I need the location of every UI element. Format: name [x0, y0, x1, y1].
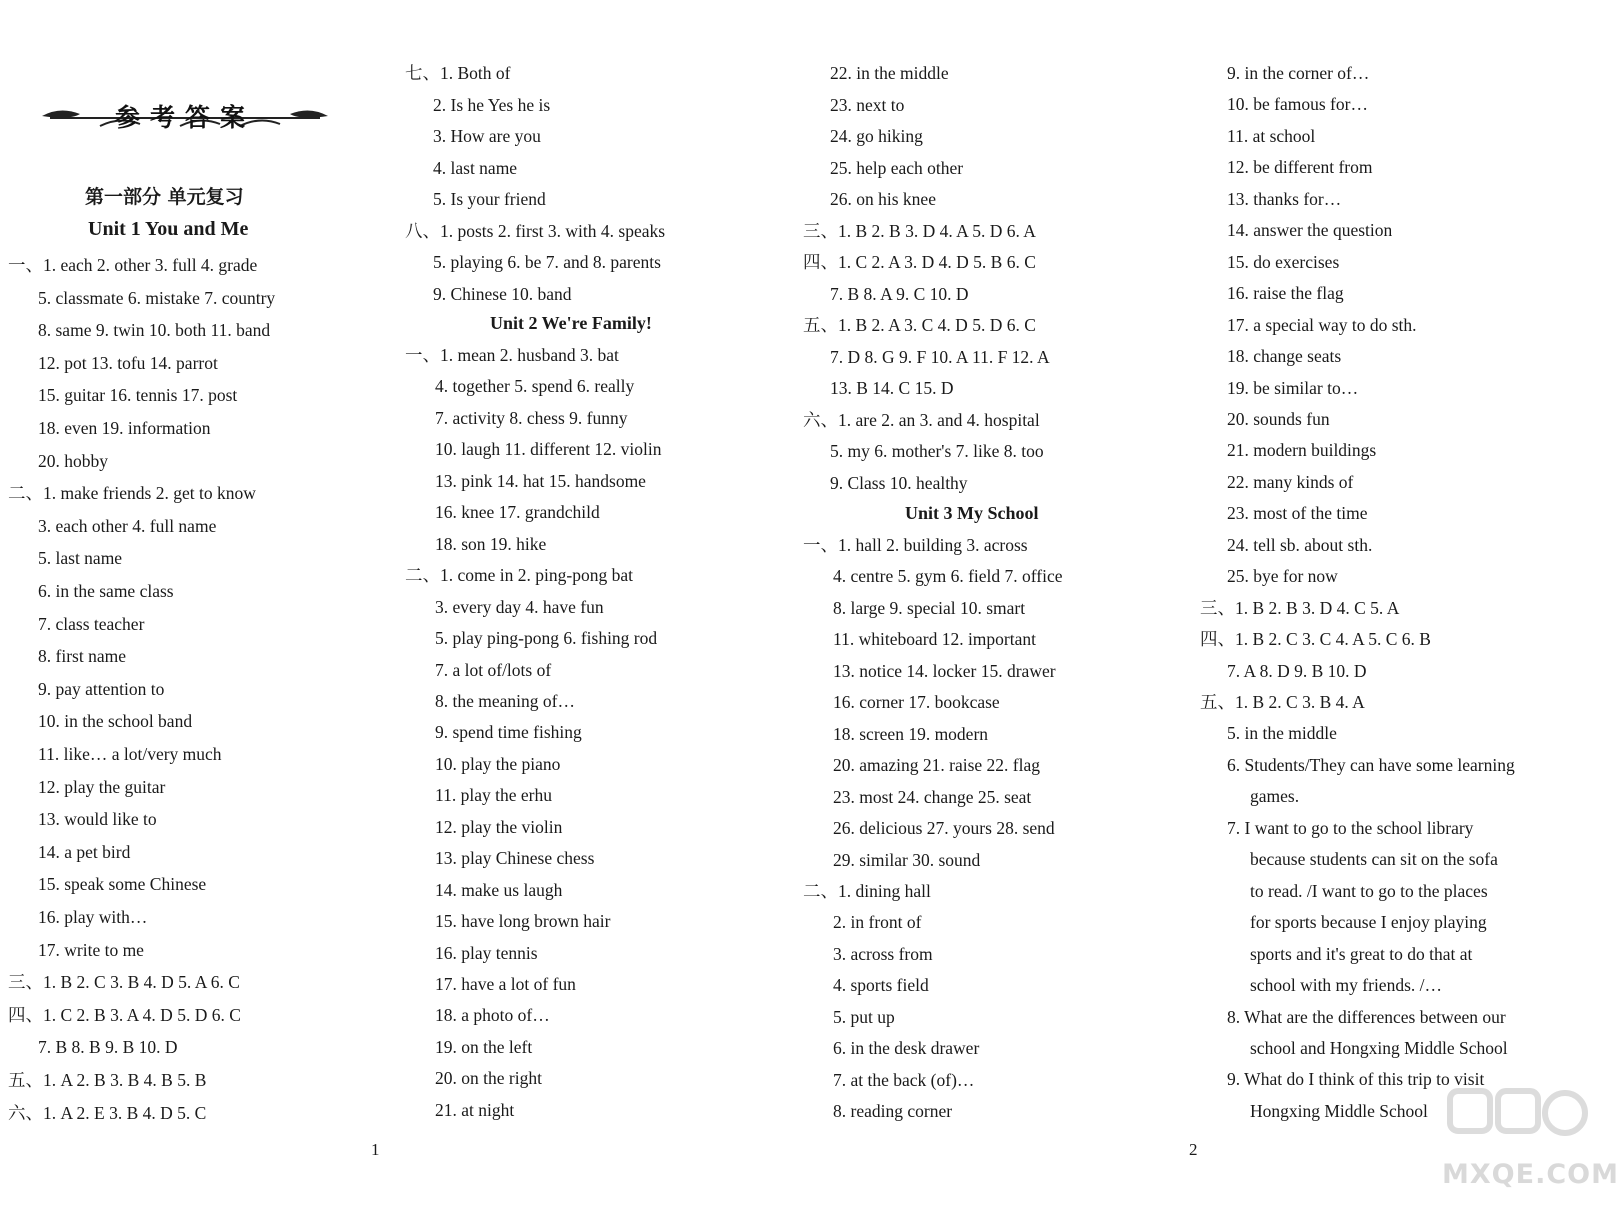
- answer-line: 13. notice 14. locker 15. drawer: [833, 660, 1056, 681]
- answer-line: 3. across from: [833, 943, 933, 964]
- answer-line: 六、1. are 2. an 3. and 4. hospital: [803, 409, 1040, 430]
- answer-line: 8. large 9. special 10. smart: [833, 597, 1026, 618]
- answer-line: 11. at school: [1227, 125, 1316, 146]
- answer-line: 17. have a lot of fun: [435, 974, 576, 994]
- answer-line: 9. in the corner of…: [1227, 63, 1370, 83]
- answer-line: 7. I want to go to the school library: [1227, 817, 1474, 838]
- answer-line: 3. How are you: [433, 126, 541, 146]
- answer-line: 7. class teacher: [38, 613, 145, 634]
- answer-line: 7. a lot of/lots of: [435, 659, 552, 680]
- answer-line: 11. whiteboard 12. important: [833, 629, 1036, 650]
- answer-line: 2. Is he Yes he is: [433, 94, 551, 115]
- part-title: 第一部分 单元复习: [85, 186, 244, 208]
- answer-line: 五、1. B 2. A 3. C 4. D 5. D 6. C: [803, 315, 1036, 335]
- answer-line: 七、1. Both of: [405, 63, 511, 83]
- answer-line: 5. playing 6. be 7. and 8. parents: [433, 252, 661, 272]
- answer-line: 26. on his knee: [830, 189, 936, 209]
- answer-line: 15. speak some Chinese: [38, 874, 207, 895]
- answer-line: 8. first name: [38, 646, 126, 667]
- answer-line: 6. in the same class: [38, 581, 174, 601]
- answer-line: 5. put up: [833, 1006, 895, 1027]
- answer-line: 25. help each other: [830, 157, 964, 178]
- answer-line: 三、1. B 2. B 3. D 4. A 5. D 6. A: [803, 220, 1036, 241]
- answer-line: 5. classmate 6. mistake 7. country: [38, 287, 276, 308]
- answer-line: 6. Students/They can have some learning: [1227, 754, 1515, 775]
- answer-line: school with my friends. /…: [1250, 975, 1442, 996]
- answer-line: 5. last name: [38, 548, 123, 569]
- answer-line: 20. hobby: [38, 450, 108, 471]
- answer-line: 16. play with…: [38, 907, 148, 927]
- answer-line: 5. my 6. mother's 7. like 8. too: [830, 441, 1044, 461]
- answer-line: 9. Chinese 10. band: [433, 283, 572, 304]
- answer-line: 24. go hiking: [830, 126, 923, 146]
- answer-line: 17. write to me: [38, 939, 144, 960]
- answer-line: 23. most of the time: [1227, 503, 1368, 524]
- answer-line: 18. screen 19. modern: [833, 723, 989, 744]
- unit1-heading: Unit 1 You and Me: [88, 218, 249, 240]
- unit2-heading: Unit 2 We're Family!: [490, 313, 652, 333]
- answer-line: 9. Class 10. healthy: [830, 472, 968, 493]
- answer-line: 8. the meaning of…: [435, 690, 575, 711]
- answer-line: 13. thanks for…: [1227, 188, 1342, 209]
- answer-line: 8. What are the differences between our: [1227, 1006, 1506, 1027]
- answer-line: 五、1. A 2. B 3. B 4. B 5. B: [8, 1070, 207, 1090]
- answer-line: school and Hongxing Middle School: [1250, 1037, 1508, 1058]
- answer-line: 23. next to: [830, 94, 905, 115]
- answer-line: 5. in the middle: [1227, 723, 1337, 744]
- answer-line: games.: [1250, 786, 1300, 807]
- answer-line: 18. even 19. information: [38, 418, 211, 438]
- answer-line: 二、1. make friends 2. get to know: [8, 483, 256, 504]
- answer-line: 22. in the middle: [830, 63, 949, 83]
- page-number-2: 2: [1189, 1140, 1198, 1159]
- answer-line: 2. in front of: [833, 912, 922, 933]
- answer-line: 18. change seats: [1227, 346, 1342, 367]
- answer-line: because students can sit on the sofa: [1250, 849, 1498, 870]
- answer-line: 26. delicious 27. yours 28. send: [833, 818, 1055, 839]
- answer-line: 一、1. mean 2. husband 3. bat: [405, 345, 619, 365]
- answer-line: 16. corner 17. bookcase: [833, 692, 1000, 713]
- answer-line: 21. modern buildings: [1227, 440, 1377, 461]
- answer-key-title: [40, 96, 330, 136]
- answer-line: 四、1. C 2. B 3. A 4. D 5. D 6. C: [8, 1004, 241, 1025]
- answer-line: 20. amazing 21. raise 22. flag: [833, 755, 1041, 776]
- unit3-heading: Unit 3 My School: [905, 503, 1039, 523]
- answer-line: 7. D 8. G 9. F 10. A 11. F 12. A: [830, 346, 1050, 367]
- answer-line: for sports because I enjoy playing: [1250, 912, 1487, 933]
- answer-line: 一、1. each 2. other 3. full 4. grade: [8, 255, 258, 275]
- answer-line: 六、1. A 2. E 3. B 4. D 5. C: [8, 1102, 207, 1123]
- title-text: 参考答案: [114, 103, 255, 132]
- answer-line: 14. a pet bird: [38, 841, 131, 862]
- watermark-text: MXQE.COM: [1442, 1159, 1619, 1190]
- answer-line: 18. a photo of…: [435, 1005, 550, 1026]
- answer-line: 13. B 14. C 15. D: [830, 378, 954, 398]
- answer-line: Hongxing Middle School: [1250, 1100, 1428, 1121]
- answer-line: 4. together 5. spend 6. really: [435, 376, 635, 397]
- answer-line: 13. play Chinese chess: [435, 848, 595, 869]
- answer-line: 24. tell sb. about sth.: [1227, 534, 1373, 555]
- answer-line: 29. similar 30. sound: [833, 849, 981, 870]
- answer-line: 二、1. come in 2. ping-pong bat: [405, 565, 633, 586]
- answer-line: 8. reading corner: [833, 1101, 953, 1122]
- answer-line: 一、1. hall 2. building 3. across: [803, 535, 1028, 555]
- answer-line: 11. play the erhu: [435, 785, 552, 806]
- answer-line: 三、1. B 2. C 3. B 4. D 5. A 6. C: [8, 972, 240, 993]
- answer-line: 12. be different from: [1227, 157, 1373, 178]
- answer-line: 4. centre 5. gym 6. field 7. office: [833, 566, 1063, 587]
- answer-line: 10. play the piano: [435, 753, 561, 774]
- answer-line: 12. play the violin: [435, 816, 563, 837]
- answer-line: 15. do exercises: [1227, 251, 1340, 272]
- answer-line: 三、1. B 2. B 3. D 4. C 5. A: [1200, 597, 1400, 618]
- answer-line: 7. activity 8. chess 9. funny: [435, 407, 628, 428]
- answer-line: 16. raise the flag: [1227, 283, 1344, 304]
- answer-line: 16. play tennis: [435, 942, 538, 963]
- answer-line: 3. every day 4. have fun: [435, 596, 604, 617]
- answer-line: 10. laugh 11. different 12. violin: [435, 439, 662, 460]
- answer-line: 14. answer the question: [1227, 220, 1393, 241]
- answer-line: 5. play ping-pong 6. fishing rod: [435, 628, 658, 649]
- answer-line: 25. bye for now: [1227, 566, 1338, 587]
- answer-line: 二、1. dining hall: [803, 880, 931, 901]
- answer-line: sports and it's great to do that at: [1250, 943, 1473, 964]
- answer-line: 八、1. posts 2. first 3. with 4. speaks: [405, 220, 666, 241]
- answer-line: 20. on the right: [435, 1068, 542, 1089]
- answer-line: 19. on the left: [435, 1036, 533, 1057]
- answer-line: 5. Is your friend: [433, 189, 546, 209]
- answer-line: 19. be similar to…: [1227, 377, 1359, 398]
- answer-line: 7. B 8. A 9. C 10. D: [830, 283, 969, 304]
- answer-line: 15. guitar 16. tennis 17. post: [38, 385, 238, 406]
- answer-line: to read. /I want to go to the places: [1250, 880, 1488, 901]
- answer-line: 21. at night: [435, 1099, 515, 1120]
- answer-line: 20. sounds fun: [1227, 408, 1330, 429]
- answer-line: 10. in the school band: [38, 711, 193, 732]
- answer-line: 3. each other 4. full name: [38, 515, 217, 536]
- answer-line: 7. A 8. D 9. B 10. D: [1227, 660, 1367, 681]
- answer-line: 9. pay attention to: [38, 678, 165, 699]
- answer-line: 23. most 24. change 25. seat: [833, 786, 1032, 807]
- answer-line: 16. knee 17. grandchild: [435, 502, 600, 523]
- answer-line: 12. pot 13. tofu 14. parrot: [38, 352, 218, 373]
- watermark-icon: [1440, 1085, 1590, 1165]
- answer-line: 6. in the desk drawer: [833, 1038, 980, 1059]
- answer-line: 8. same 9. twin 10. both 11. band: [38, 320, 271, 341]
- answer-line: 四、1. B 2. C 3. C 4. A 5. C 6. B: [1200, 629, 1431, 650]
- answer-line: 4. last name: [433, 157, 518, 178]
- answer-line: 4. sports field: [833, 975, 929, 996]
- answer-line: 9. spend time fishing: [435, 722, 582, 743]
- watermark-logo: [1440, 1085, 1619, 1195]
- answer-line: 17. a special way to do sth.: [1227, 314, 1417, 335]
- answer-line: 10. be famous for…: [1227, 94, 1368, 115]
- answer-line: 15. have long brown hair: [435, 911, 611, 932]
- answer-line: 13. would like to: [38, 809, 157, 830]
- answer-line: 13. pink 14. hat 15. handsome: [435, 470, 646, 491]
- answer-line: 7. at the back (of)…: [833, 1069, 975, 1090]
- answer-line: 11. like… a lot/very much: [38, 744, 222, 764]
- answer-line: 14. make us laugh: [435, 879, 563, 900]
- answer-line: 9. What do I think of this trip to visit: [1227, 1069, 1485, 1090]
- answer-line: 四、1. C 2. A 3. D 4. D 5. B 6. C: [803, 252, 1036, 272]
- answer-line: 12. play the guitar: [38, 776, 166, 797]
- answer-line: 7. B 8. B 9. B 10. D: [38, 1037, 178, 1058]
- page-number-1: 1: [371, 1140, 380, 1159]
- answer-line: 22. many kinds of: [1227, 471, 1354, 492]
- answer-line: 18. son 19. hike: [435, 533, 547, 554]
- answer-line: 五、1. B 2. C 3. B 4. A: [1200, 692, 1365, 712]
